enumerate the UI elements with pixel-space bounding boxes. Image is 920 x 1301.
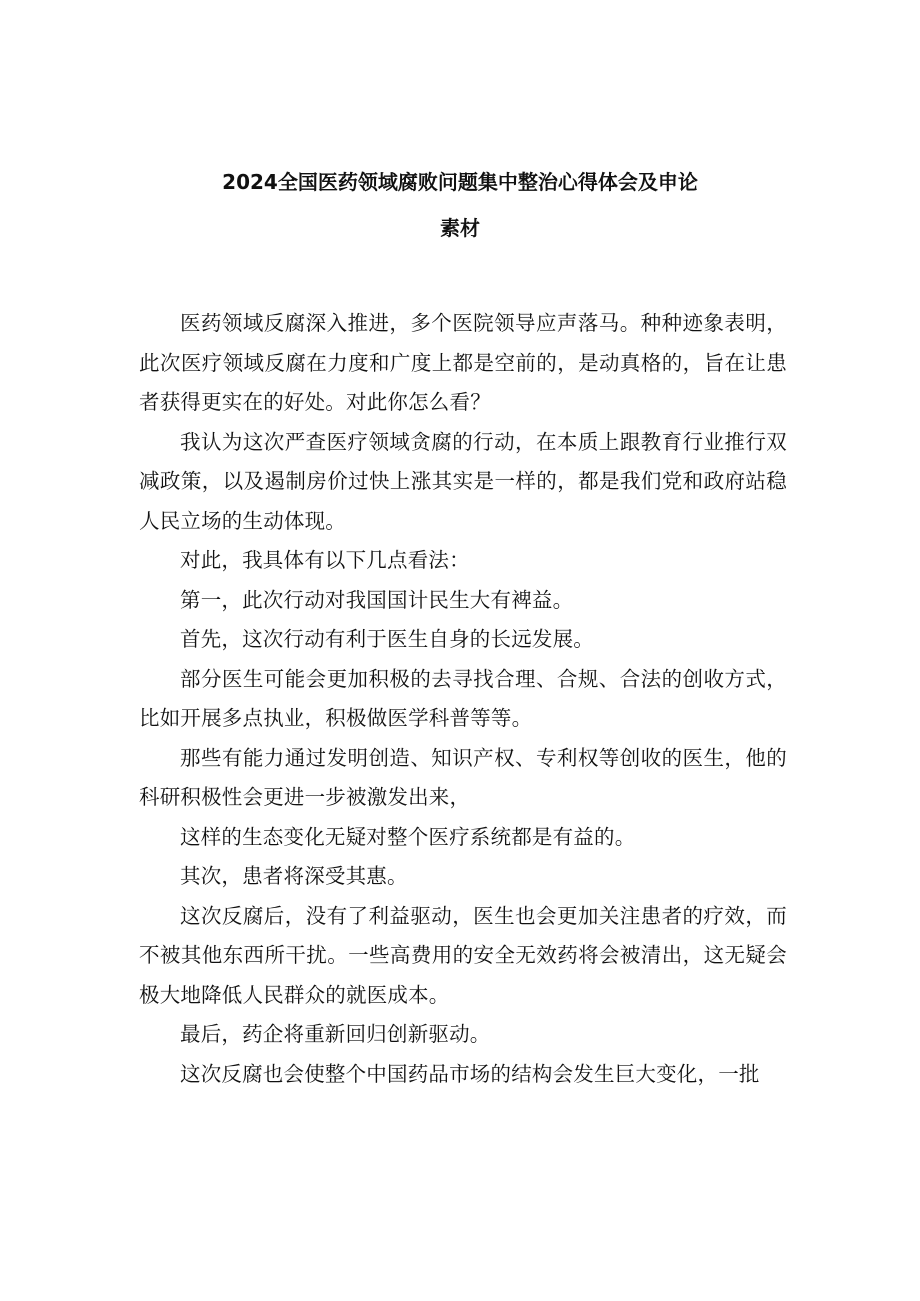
- paragraph: 医药领域反腐深入推进，多个医院领导应声落马。种种迹象表明，此次医疗领域反腐在力度和广度上都是空前的，是动真格的，旨在让患者获得更实在的好处。对此你怎么看？: [139, 311, 787, 414]
- paragraph: 这样的生态变化无疑对整个医疗系统都是有益的。: [180, 824, 636, 849]
- document-title: [100, 168, 820, 242]
- paragraph: 这次反腐后，没有了利益驱动，医生也会更加关注患者的疗效，而不被其他东西所干扰。一些高费用的安全无效药将会被清出，这无疑会极大地降低人民群众的就医成本。: [139, 903, 787, 1007]
- paragraph: 部分医生可能会更加积极的去寻找合理、合规、合法的创收方式，比如开展多点执业，积极做医学科普等等。: [139, 666, 787, 730]
- paragraph: 对此，我具体有以下几点看法：: [180, 548, 470, 572]
- title-line-1: 2024全国医药领域腐败问题集中整治心得体会及申论: [222, 170, 698, 194]
- document-body: [139, 304, 787, 1094]
- paragraph: 第一，此次行动对我国国计民生大有裨益。: [180, 587, 574, 612]
- paragraph: 其次，患者将深受其惠。: [180, 864, 408, 888]
- title-line-2: 素材: [440, 216, 480, 240]
- paragraph: 最后，药企将重新回归创新驱动。: [180, 1022, 491, 1046]
- paragraph: 那些有能力通过发明创造、知识产权、专利权等创收的医生，他的科研积极性会更进一步被激发出来，: [139, 745, 787, 809]
- paragraph: 我认为这次严查医疗领域贪腐的行动，在本质上跟教育行业推行双减政策，以及遏制房价过快上涨其实是一样的，都是我们党和政府站稳人民立场的生动体现。: [139, 429, 787, 533]
- paragraph: 首先，这次行动有利于医生自身的长远发展。: [180, 627, 594, 651]
- paragraph: 这次反腐也会使整个中国药品市场的结构会发生巨大变化，一批: [180, 1061, 760, 1086]
